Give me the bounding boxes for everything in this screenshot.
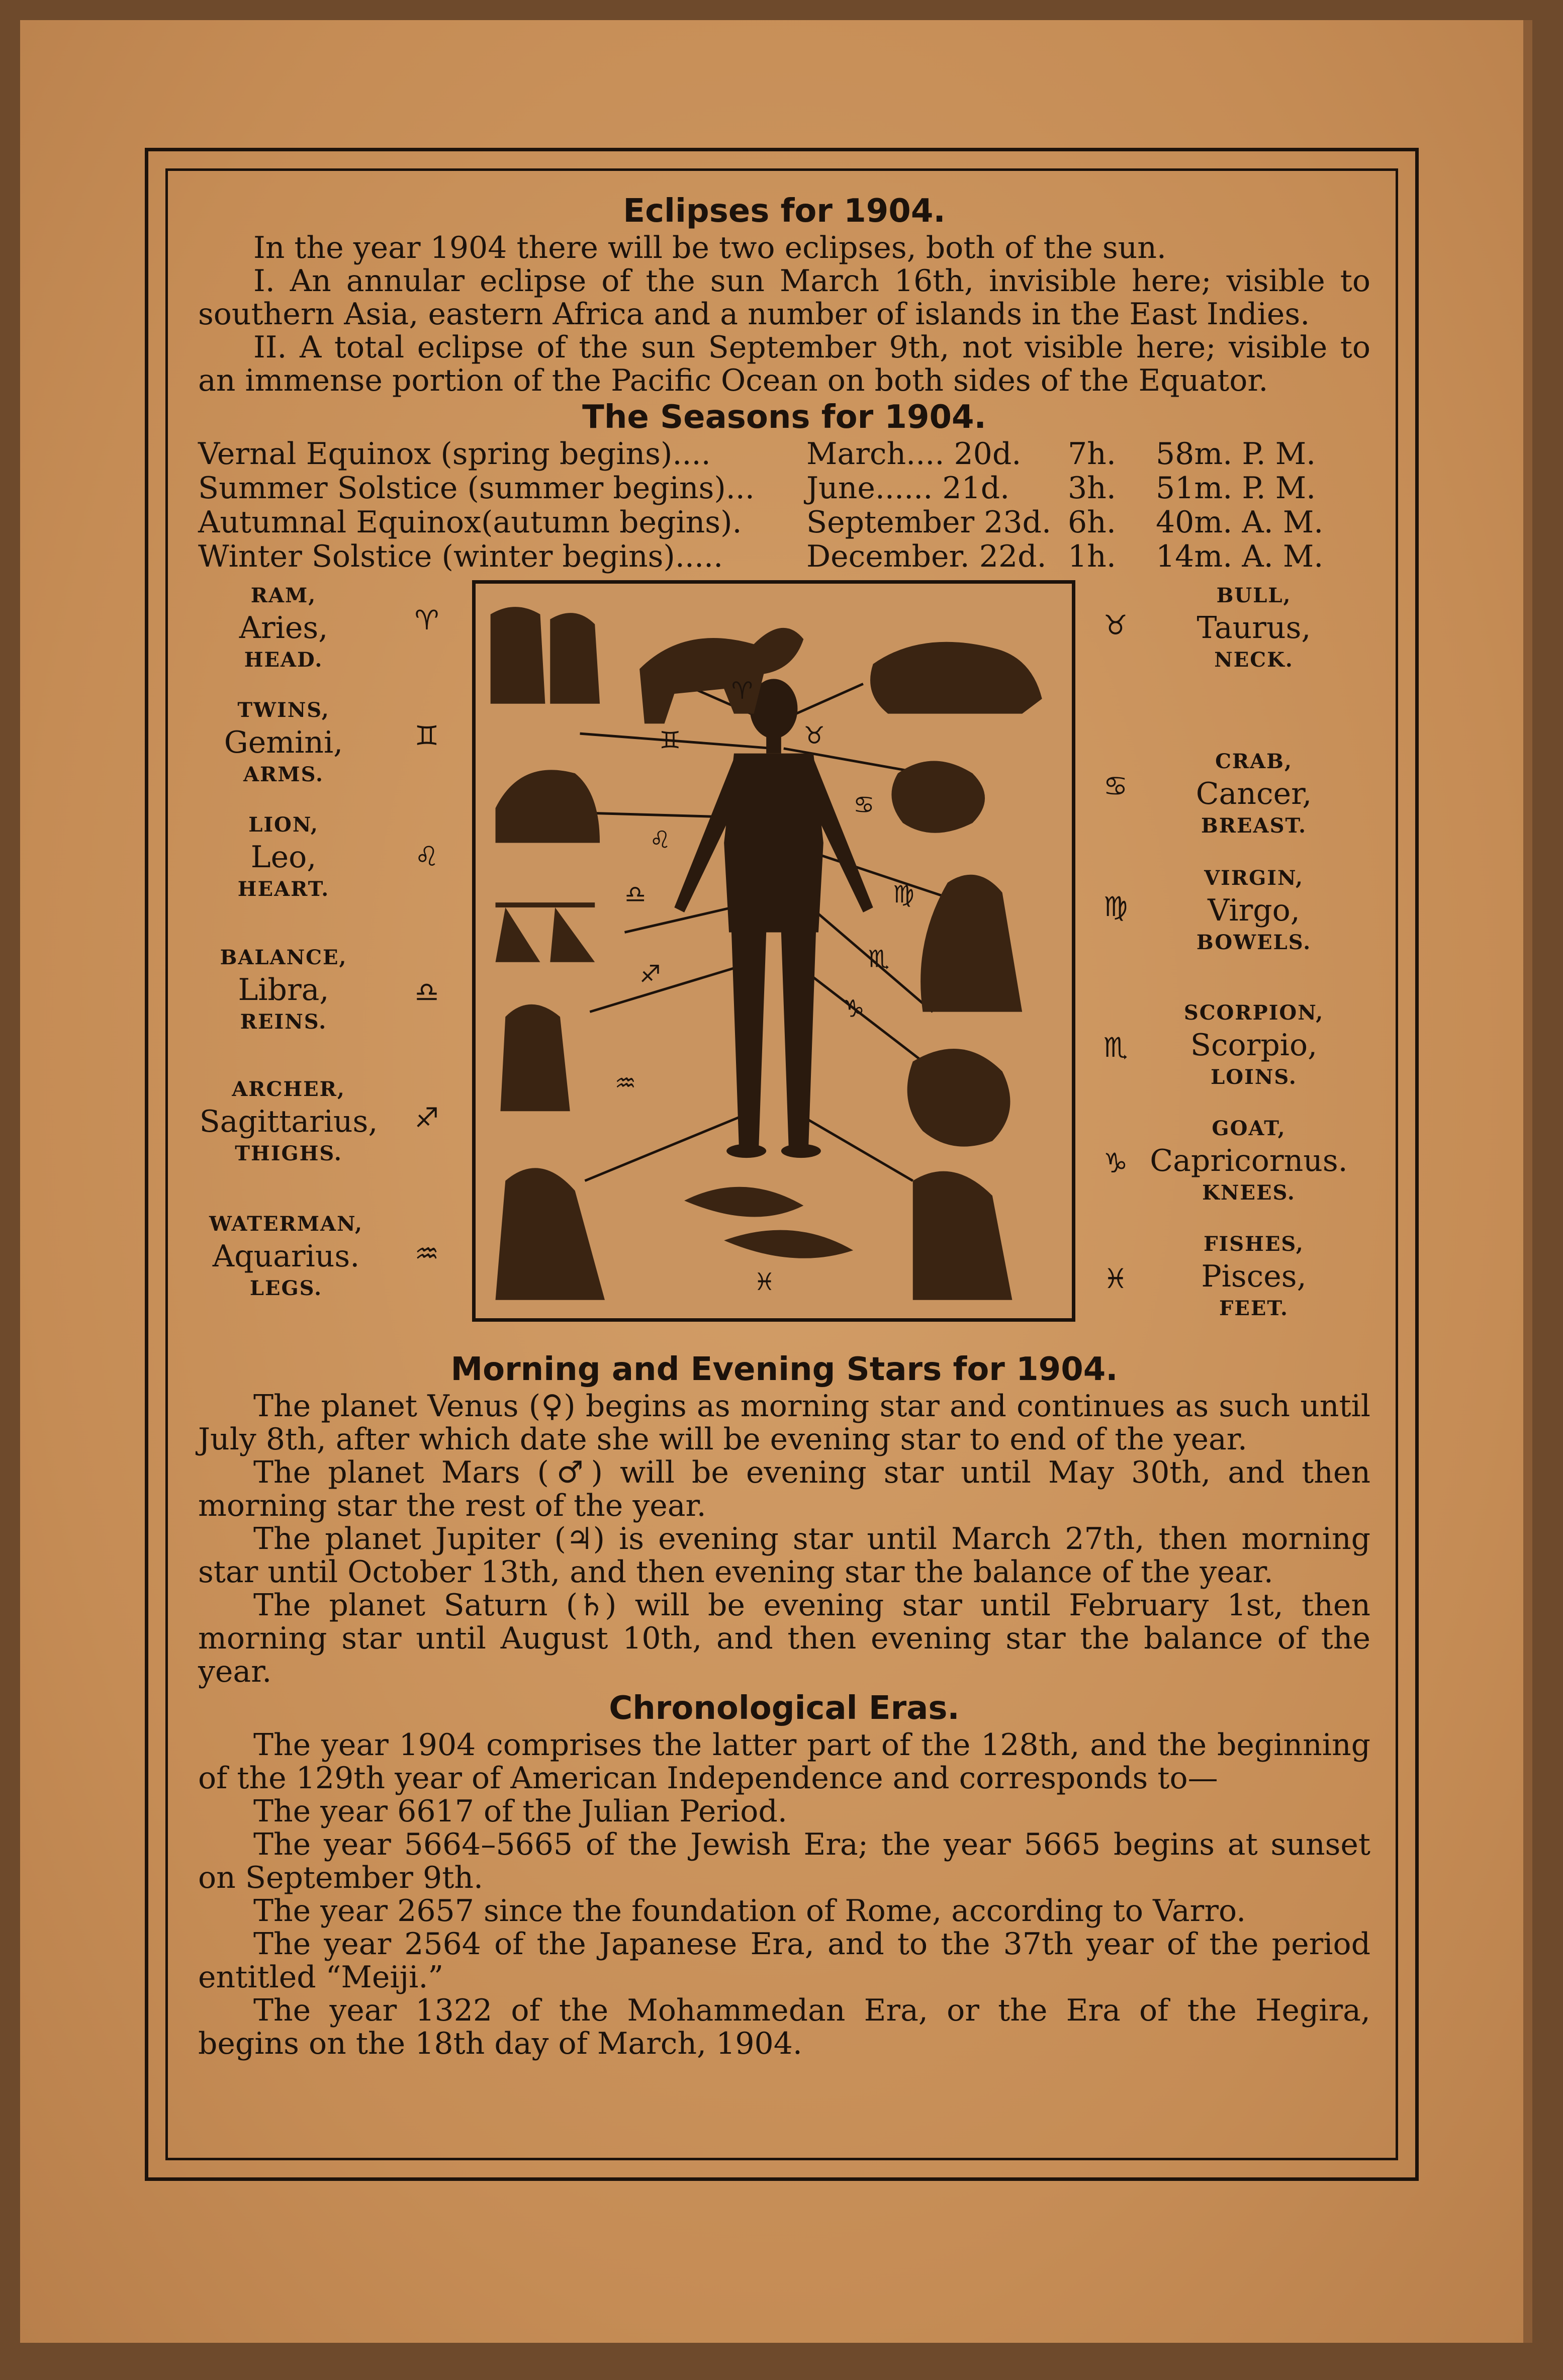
season-date: September 23d. [806, 505, 1052, 540]
sign-english: TWINS, [237, 698, 330, 722]
ram-glyph-icon: ♈ [414, 604, 439, 636]
sign-english: BULL, [1216, 584, 1292, 607]
archer-figure [500, 1004, 570, 1111]
sign-sagittarius [198, 1074, 379, 1169]
eclipse-first: I. An annular eclipse of the sun March 16th, invisible here; visible to southern Asia, eastern Africa and a number of islands in the East Indies. [198, 263, 1370, 332]
outer-frame [145, 148, 1419, 2181]
sign-latin: Cancer, [1196, 776, 1312, 811]
scorpio-symbol: ♏ [868, 945, 890, 973]
chronological-eras [198, 1688, 1370, 2060]
season-minute: 14m. A. M. [1156, 539, 1324, 574]
sign-english: SCORPION, [1183, 1001, 1324, 1025]
sign-english: WATERMAN, [209, 1212, 363, 1236]
virgin-glyph-icon: ♍ [1103, 891, 1128, 923]
balance-glyph-icon: ♎ [414, 976, 439, 1008]
sign-body-part: LOINS. [1211, 1065, 1297, 1089]
era-julian: The year 6617 of the Julian Period. [253, 1794, 787, 1829]
aries-symbol: ♈ [731, 677, 753, 705]
season-name: Summer Solstice (summer begins)... [198, 471, 755, 506]
aquarius-symbol: ♒ [614, 1069, 636, 1097]
season-date: March.... 20d. [806, 436, 1022, 472]
sign-pisces [1168, 1229, 1339, 1324]
sign-body-part: ARMS. [243, 763, 324, 786]
cancer-symbol: ♋ [853, 791, 875, 819]
zodiac-section [198, 580, 1370, 1349]
eras-title: Chronological Eras. [609, 1690, 960, 1727]
waterman-glyph-icon: ♒ [414, 1238, 439, 1269]
eclipse-second: II. A total eclipse of the sun September 9th, not visible here; visible to an immense portion of the Pacific Ocean on both sides of the Equator. [198, 330, 1370, 398]
sagittarius-symbol: ♐ [639, 960, 661, 988]
sign-virgo [1168, 863, 1339, 958]
inner-frame [165, 168, 1398, 2160]
sign-latin: Sagittarius, [199, 1104, 378, 1139]
season-hour: 1h. [1068, 539, 1116, 574]
season-row [198, 437, 1370, 472]
sign-latin: Aries, [239, 610, 328, 646]
seasons-title: The Seasons for 1904. [582, 399, 986, 436]
sign-english: LION, [248, 813, 319, 837]
twins-figure [491, 607, 545, 704]
sign-libra [208, 942, 359, 1038]
season-row [198, 540, 1370, 574]
seasons-table [198, 437, 1370, 574]
season-minute: 58m. P. M. [1156, 436, 1316, 472]
sign-latin: Gemini, [224, 725, 343, 760]
season-date: June...... 21d. [806, 471, 1010, 506]
sign-latin: Leo, [250, 840, 317, 875]
sign-latin: Virgo, [1208, 893, 1300, 928]
season-name: Vernal Equinox (spring begins).... [198, 436, 711, 472]
season-hour: 6h. [1068, 505, 1116, 540]
era-jewish: The year 5664–5665 of the Jewish Era; the year 5665 begins at sunset on September 9th. [198, 1827, 1370, 1895]
season-minute: 51m. P. M. [1156, 471, 1316, 506]
sign-body-part: KNEES. [1202, 1181, 1296, 1205]
eclipses-intro: In the year 1904 there will be two eclipses, both of the sun. [253, 230, 1166, 265]
sign-body-part: BREAST. [1201, 814, 1307, 838]
virgo-symbol: ♍ [893, 881, 914, 909]
sign-capricornus [1133, 1113, 1364, 1209]
sign-body-part: REINS. [240, 1010, 327, 1034]
eras-intro: The year 1904 comprises the latter part of the 128th, and the beginning of the 129th year of American Independence and corresponds to— [198, 1727, 1370, 1796]
sign-body-part: NECK. [1214, 648, 1294, 672]
sign-english: FISHES, [1204, 1232, 1304, 1256]
era-japanese: The year 2564 of the Japanese Era, and to the 37th year of the period entitled “Meiji.” [198, 1927, 1370, 1995]
sign-latin: Taurus, [1197, 610, 1311, 646]
eclipses-title: Eclipses for 1904. [623, 193, 946, 230]
morning-evening-stars [198, 1349, 1370, 1688]
season-hour: 7h. [1068, 436, 1116, 472]
taurus-symbol: ♉ [803, 721, 825, 750]
sign-body-part: HEART. [237, 877, 330, 901]
sign-gemini [208, 695, 359, 790]
sign-body-part: BOWELS. [1196, 931, 1312, 954]
sign-body-part: HEAD. [244, 648, 323, 672]
sign-english: RAM, [250, 584, 317, 607]
sign-aries [208, 580, 359, 676]
sign-body-part: LEGS. [249, 1276, 323, 1300]
sign-latin: Libra, [238, 972, 329, 1008]
era-rome: The year 2657 since the foundation of Rome, according to Varro. [253, 1893, 1246, 1929]
saturn-paragraph: The planet Saturn (♄) will be evening star until February 1st, then morning star until August 10th, and then evening star the balance of the year. [198, 1588, 1370, 1689]
season-row [198, 472, 1370, 506]
sign-english: VIRGIN, [1204, 866, 1304, 890]
zodiac-man-woodcut [472, 580, 1075, 1322]
leo-symbol: ♌ [649, 826, 671, 854]
sign-english: ARCHER, [232, 1077, 345, 1101]
almanac-page [20, 20, 1532, 2343]
season-hour: 3h. [1068, 471, 1116, 506]
season-name: Winter Solstice (winter begins)..... [198, 539, 723, 574]
capricorn-symbol: ♑ [843, 995, 865, 1023]
sign-english: CRAB, [1215, 750, 1293, 773]
sign-aquarius [203, 1209, 369, 1304]
sign-english: BALANCE, [220, 946, 347, 969]
sign-latin: Scorpio, [1190, 1028, 1318, 1063]
goat-glyph-icon: ♑ [1103, 1147, 1128, 1179]
zodiac-man-illustration [476, 584, 1072, 1318]
sign-cancer [1168, 746, 1339, 842]
sign-body-part: FEET. [1219, 1297, 1289, 1320]
crab-glyph-icon: ♋ [1103, 770, 1128, 802]
venus-paragraph: The planet Venus (♀) begins as morning star and continues as such until July 8th, after which date she will be evening star to end of the year. [198, 1389, 1370, 1457]
gemini-symbol: ♊ [659, 726, 681, 755]
season-row [198, 506, 1370, 540]
jupiter-paragraph: The planet Jupiter (♃) is evening star until March 27th, then morning star until October 13th, and then evening star the balance of the year. [198, 1521, 1370, 1590]
fishes-glyph-icon: ♓ [1103, 1263, 1128, 1295]
season-date: December. 22d. [806, 539, 1047, 574]
pisces-symbol: ♓ [754, 1268, 775, 1297]
mars-paragraph: The planet Mars (♂) will be evening star until May 30th, and then morning star the rest of the year. [198, 1455, 1370, 1523]
scorpion-glyph-icon: ♏ [1103, 1032, 1128, 1063]
sign-latin: Pisces, [1201, 1259, 1307, 1294]
sign-scorpio [1168, 997, 1339, 1093]
stars-title: Morning and Evening Stars for 1904. [450, 1351, 1118, 1388]
season-minute: 40m. A. M. [1156, 505, 1324, 540]
sign-english: GOAT, [1212, 1117, 1286, 1140]
sign-body-part: THIGHS. [235, 1142, 342, 1165]
sign-latin: Aquarius. [212, 1239, 360, 1274]
sign-leo [208, 809, 359, 905]
sign-taurus [1168, 580, 1339, 676]
season-name: Autumnal Equinox(autumn begins). [198, 505, 742, 540]
content [198, 191, 1370, 2138]
bull-glyph-icon: ♉ [1103, 609, 1128, 641]
era-mohammedan: The year 1322 of the Mohammedan Era, or the Era of the Hegira, begins on the 18th day of March, 1904. [198, 1993, 1370, 2061]
balance-figure [496, 902, 595, 907]
twins-glyph-icon: ♊ [414, 720, 439, 752]
sign-latin: Capricornus. [1150, 1143, 1348, 1178]
libra-symbol: ♎ [624, 881, 647, 909]
archer-glyph-icon: ♐ [414, 1102, 439, 1134]
lion-glyph-icon: ♌ [414, 841, 439, 872]
